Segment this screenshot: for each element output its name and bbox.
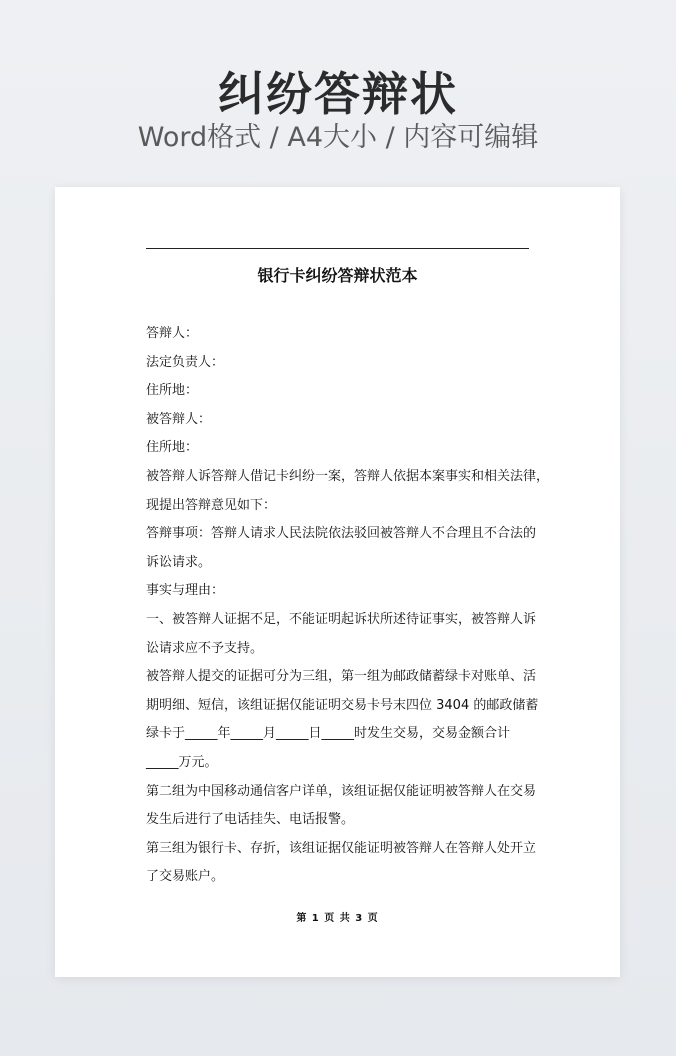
- document-page: [55, 187, 620, 977]
- body-line: 诉讼请求。: [146, 554, 212, 570]
- body-line: 事实与理由：: [146, 583, 225, 599]
- body-line: 答辩事项：答辩人请求人民法院依法驳回被答辩人不合理且不合法的: [146, 526, 537, 542]
- document-title: 银行卡纠纷答辩状范本: [257, 266, 418, 285]
- body-line: 法定负责人：: [146, 354, 225, 370]
- body-line: 被答辩人提交的证据可分为三组，第一组为邮政储蓄绿卡对账单、活: [146, 669, 537, 685]
- body-line: 现提出答辩意见如下：: [146, 497, 277, 513]
- banner-title: 纠纷答辩状: [218, 67, 458, 121]
- document-body: [146, 320, 550, 892]
- header-rule: [146, 248, 529, 249]
- body-line: 被答辩人诉答辩人借记卡纠纷一案，答辩人依据本案事实和相关法律，: [146, 468, 550, 484]
- body-line: 答辩人：: [146, 326, 199, 341]
- body-line: 第三组为银行卡、存折，该组证据仅能证明被答辩人在答辩人处开立: [146, 840, 537, 856]
- body-line: 住所地：: [146, 383, 199, 399]
- body-line: 一、被答辩人证据不足，不能证明起诉状所述待证事实，被答辩人诉: [146, 611, 537, 627]
- body-line: 讼请求应不予支持。: [146, 640, 264, 656]
- body-line: 了交易账户。: [146, 869, 225, 885]
- body-line: _____万元。: [146, 754, 218, 770]
- body-line: 被答辩人：: [146, 411, 212, 427]
- body-line: 发生后进行了电话挂失、电话报警。: [146, 812, 355, 828]
- body-line: 期明细、短信，该组证据仅能证明交易卡号末四位 3404 的邮政储蓄: [146, 697, 539, 713]
- page-number: 第 1 页 共 3 页: [296, 913, 379, 924]
- body-line: 第二组为中国移动通信客户详单，该组证据仅能证明被答辩人在交易: [146, 783, 537, 799]
- banner-subtitle: Word格式 / A4大小 / 内容可编辑: [137, 122, 539, 153]
- body-line: 住所地：: [146, 440, 199, 456]
- body-line: 绿卡于_____年_____月_____日_____时发生交易，交易金额合计: [146, 726, 511, 742]
